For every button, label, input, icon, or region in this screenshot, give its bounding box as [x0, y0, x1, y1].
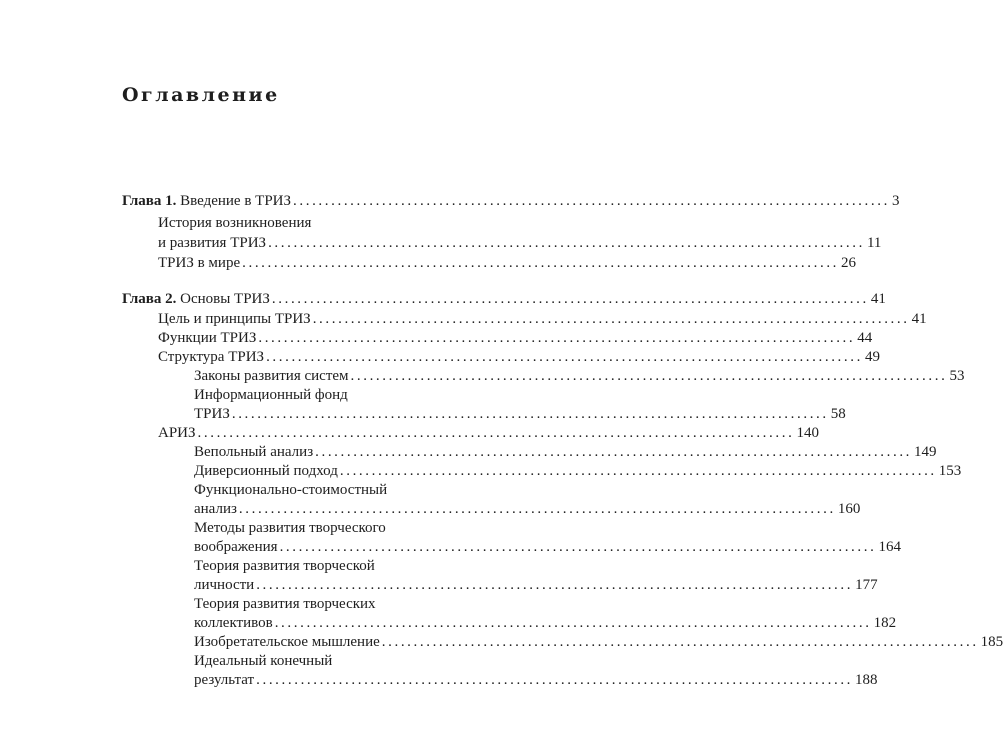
dot-leader: .............................................................................................. — [339, 463, 937, 479]
entry-text: Изобретательское мышление — [194, 634, 380, 650]
page-number: 140 — [796, 425, 819, 441]
toc-entry-chapter-1[interactable] — [122, 192, 900, 210]
toc-entry[interactable] — [194, 481, 387, 499]
dot-leader: .............................................................................................. — [256, 672, 854, 688]
page-number: 26 — [841, 255, 857, 271]
entry-text: коллективов — [194, 615, 273, 631]
toc-entry[interactable] — [158, 234, 882, 252]
page-number: 41 — [911, 311, 927, 327]
chapter-number: Глава 1. — [122, 193, 177, 209]
toc-entry[interactable] — [158, 424, 819, 442]
toc-entry[interactable] — [158, 310, 927, 328]
toc-entry-chapter-2[interactable] — [122, 290, 886, 308]
dot-leader: .............................................................................................. — [238, 501, 836, 517]
entry-text: результат — [194, 672, 255, 688]
entry-text: Идеальный конечный — [194, 653, 333, 669]
entry-text: Структура ТРИЗ — [158, 349, 265, 365]
toc-entry[interactable] — [194, 652, 332, 670]
dot-leader: .............................................................................................. — [258, 330, 856, 346]
dot-leader: .............................................................................................. — [256, 577, 854, 593]
entry-text: Законы развития систем — [194, 368, 349, 384]
toc-entry[interactable] — [194, 519, 386, 537]
toc-entry[interactable] — [194, 367, 965, 385]
dot-leader: .............................................................................................. — [381, 634, 979, 650]
entry-text: ТРИЗ в мире — [158, 255, 241, 271]
page-number: 185 — [980, 634, 1003, 650]
entry-text: Введение в ТРИЗ — [180, 193, 292, 209]
page-number: 41 — [870, 291, 886, 307]
page-number: 182 — [873, 615, 897, 631]
toc-entry[interactable] — [194, 443, 937, 461]
toc-entry[interactable] — [194, 595, 376, 613]
page-number: 44 — [857, 330, 873, 346]
dot-leader: .............................................................................................. — [312, 311, 910, 327]
toc-entry[interactable] — [194, 633, 1003, 651]
toc-entry[interactable] — [194, 462, 962, 480]
page-number: 188 — [855, 672, 878, 688]
dot-leader: .............................................................................................. — [279, 539, 877, 555]
entry-text: Информационный фонд — [194, 387, 348, 403]
dot-leader: .............................................................................................. — [197, 425, 795, 441]
toc-entry[interactable] — [158, 329, 873, 347]
entry-text: Функционально-стоимостный — [194, 482, 388, 498]
dot-leader: .............................................................................................. — [242, 255, 840, 271]
page-number: 3 — [891, 193, 900, 209]
page-number: 53 — [949, 368, 965, 384]
toc-entry[interactable] — [158, 254, 857, 272]
toc-entry[interactable] — [194, 538, 901, 556]
dot-leader: .............................................................................................. — [231, 406, 829, 422]
dot-leader: .............................................................................................. — [274, 615, 872, 631]
page-number: 11 — [866, 235, 882, 251]
toc-entry[interactable] — [194, 557, 375, 575]
entry-text: Основы ТРИЗ — [180, 291, 270, 307]
dot-leader: .............................................................................................. — [350, 368, 948, 384]
chapter-number: Глава 2. — [122, 291, 177, 307]
entry-text: Вепольный анализ — [194, 444, 314, 460]
page-number: 177 — [855, 577, 878, 593]
page-number: 149 — [914, 444, 937, 460]
dot-leader: .............................................................................................. — [268, 235, 865, 251]
page-number: 160 — [837, 501, 861, 517]
page-title: Оглавление — [122, 84, 280, 106]
dot-leader: .............................................................................................. — [271, 291, 869, 307]
entry-text: Диверсионный подход — [194, 463, 338, 479]
entry-text: Теория развития творческих — [194, 596, 376, 612]
toc-entry[interactable] — [194, 671, 878, 689]
entry-text: и развития ТРИЗ — [158, 235, 267, 251]
page-number: 164 — [878, 539, 901, 555]
toc-entry[interactable] — [158, 348, 880, 366]
toc-entry[interactable] — [194, 500, 861, 518]
page-number: 58 — [830, 406, 846, 422]
entry-text: Методы развития творческого — [194, 520, 386, 536]
entry-text: воображения — [194, 539, 278, 555]
toc-entry[interactable] — [194, 576, 878, 594]
entry-text: Функции ТРИЗ — [158, 330, 257, 346]
dot-leader: .............................................................................................. — [315, 444, 913, 460]
page-number: 153 — [938, 463, 962, 479]
entry-text: История возникновения — [158, 215, 312, 231]
entry-text: Теория развития творческой — [194, 558, 375, 574]
dot-leader: .............................................................................................. — [266, 349, 863, 365]
entry-text: Цель и принципы ТРИЗ — [158, 311, 311, 327]
toc-entry[interactable] — [194, 386, 348, 404]
entry-text: ТРИЗ — [194, 406, 230, 422]
page-number: 49 — [864, 349, 880, 365]
toc-entry[interactable] — [194, 614, 897, 632]
entry-text: личности — [194, 577, 255, 593]
dot-leader: .............................................................................................. — [293, 193, 890, 209]
toc-entry[interactable] — [194, 405, 846, 423]
toc-entry[interactable] — [158, 214, 311, 232]
entry-text: АРИЗ — [158, 425, 196, 441]
entry-text: анализ — [194, 501, 237, 517]
